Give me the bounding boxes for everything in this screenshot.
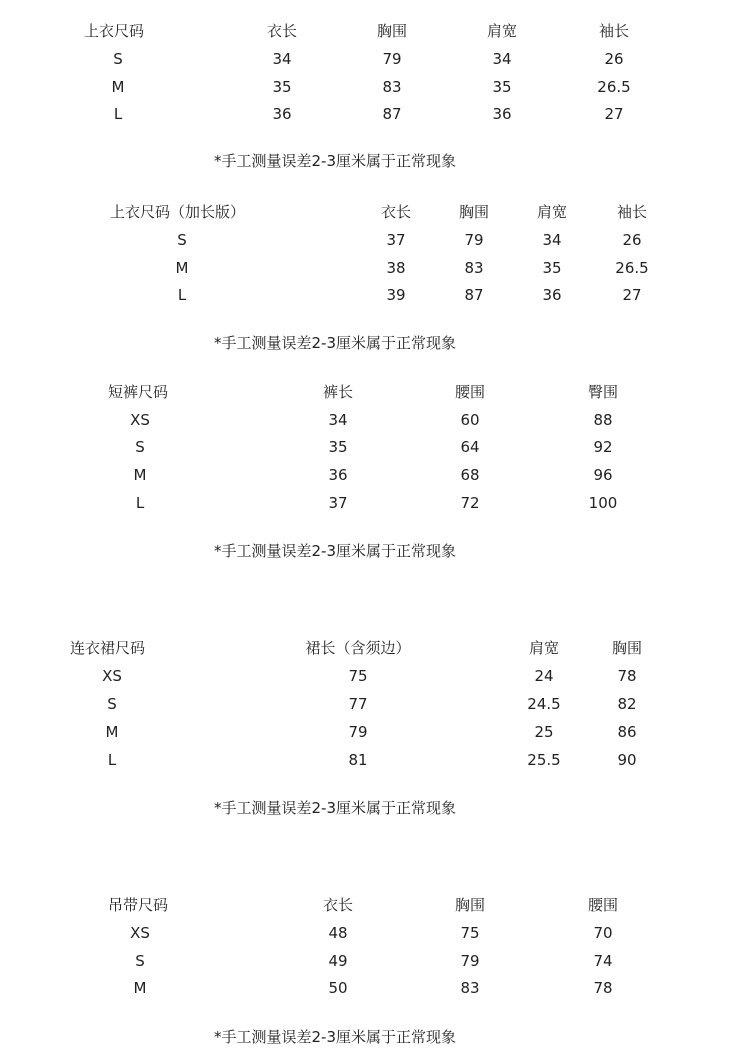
table-cell: 79 xyxy=(460,952,480,970)
table-cell: 96 xyxy=(593,466,613,484)
table-cell: 34 xyxy=(542,231,562,249)
table-cell: 24 xyxy=(534,667,554,685)
table-cell: 26.5 xyxy=(615,259,649,277)
size-label: M xyxy=(105,723,119,741)
measurement-note: *手工测量误差2-3厘米属于正常现象 xyxy=(214,1028,457,1046)
measurement-note: *手工测量误差2-3厘米属于正常现象 xyxy=(214,542,457,560)
column-header: 胸围 xyxy=(458,203,490,221)
size-label: S xyxy=(113,50,123,68)
size-label: XS xyxy=(130,411,150,429)
size-label: M xyxy=(133,979,147,997)
table-cell: 83 xyxy=(460,979,480,997)
table-cell: 82 xyxy=(617,695,637,713)
size-label: S xyxy=(135,952,145,970)
table-cell: 26.5 xyxy=(597,78,631,96)
size-label: S xyxy=(177,231,187,249)
column-header: 裙长（含须边） xyxy=(305,639,411,657)
size-label: XS xyxy=(102,667,122,685)
table-cell: 35 xyxy=(272,78,292,96)
table-cell: 27 xyxy=(622,286,642,304)
column-header: 衣长 xyxy=(266,22,298,40)
table-cell: 38 xyxy=(386,259,406,277)
table-cell: 37 xyxy=(328,494,348,512)
size-label: L xyxy=(135,494,145,512)
column-header: 袖长 xyxy=(616,203,648,221)
table-cell: 60 xyxy=(460,411,480,429)
size-label: M xyxy=(133,466,147,484)
table-cell: 92 xyxy=(593,438,613,456)
table-cell: 37 xyxy=(386,231,406,249)
table-cell: 78 xyxy=(617,667,637,685)
column-header: 臀围 xyxy=(587,383,619,401)
size-label: S xyxy=(135,438,145,456)
table-cell: 88 xyxy=(593,411,613,429)
table-cell: 86 xyxy=(617,723,637,741)
column-header: 腰围 xyxy=(454,383,486,401)
table-cell: 81 xyxy=(348,751,368,769)
table-title: 上衣尺码（加长版） xyxy=(110,203,246,221)
table-cell: 77 xyxy=(348,695,368,713)
table-title: 吊带尺码 xyxy=(108,896,169,914)
column-header: 肩宽 xyxy=(528,639,560,657)
measurement-note: *手工测量误差2-3厘米属于正常现象 xyxy=(214,334,457,352)
table-cell: 78 xyxy=(593,979,613,997)
table-cell: 83 xyxy=(382,78,402,96)
measurement-note: *手工测量误差2-3厘米属于正常现象 xyxy=(214,799,457,817)
table-cell: 100 xyxy=(588,494,618,512)
table-cell: 34 xyxy=(492,50,512,68)
column-header: 衣长 xyxy=(322,896,354,914)
table-cell: 79 xyxy=(348,723,368,741)
size-label: XS xyxy=(130,924,150,942)
column-header: 衣长 xyxy=(380,203,412,221)
table-cell: 36 xyxy=(492,105,512,123)
table-cell: 36 xyxy=(542,286,562,304)
column-header: 裤长 xyxy=(322,383,354,401)
table-cell: 87 xyxy=(464,286,484,304)
column-header: 胸围 xyxy=(454,896,486,914)
table-cell: 90 xyxy=(617,751,637,769)
table-cell: 48 xyxy=(328,924,348,942)
table-cell: 50 xyxy=(328,979,348,997)
column-header: 肩宽 xyxy=(486,22,518,40)
table-cell: 68 xyxy=(460,466,480,484)
table-cell: 79 xyxy=(382,50,402,68)
size-label: L xyxy=(107,751,117,769)
table-cell: 35 xyxy=(328,438,348,456)
table-cell: 83 xyxy=(464,259,484,277)
table-cell: 26 xyxy=(604,50,624,68)
column-header: 腰围 xyxy=(587,896,619,914)
size-label: M xyxy=(111,78,125,96)
table-title: 连衣裙尺码 xyxy=(70,639,146,657)
table-cell: 25 xyxy=(534,723,554,741)
table-cell: 74 xyxy=(593,952,613,970)
size-label: S xyxy=(107,695,117,713)
column-header: 胸围 xyxy=(611,639,643,657)
size-label: L xyxy=(177,286,187,304)
table-cell: 72 xyxy=(460,494,480,512)
table-cell: 39 xyxy=(386,286,406,304)
column-header: 胸围 xyxy=(376,22,408,40)
table-cell: 75 xyxy=(460,924,480,942)
table-cell: 70 xyxy=(593,924,613,942)
column-header: 肩宽 xyxy=(536,203,568,221)
size-label: L xyxy=(113,105,123,123)
table-cell: 64 xyxy=(460,438,480,456)
table-cell: 24.5 xyxy=(527,695,561,713)
table-cell: 35 xyxy=(492,78,512,96)
table-cell: 35 xyxy=(542,259,562,277)
size-label: M xyxy=(175,259,189,277)
table-cell: 25.5 xyxy=(527,751,561,769)
table-cell: 26 xyxy=(622,231,642,249)
table-title: 短裤尺码 xyxy=(108,383,169,401)
table-cell: 34 xyxy=(328,411,348,429)
table-cell: 27 xyxy=(604,105,624,123)
table-cell: 79 xyxy=(464,231,484,249)
measurement-note: *手工测量误差2-3厘米属于正常现象 xyxy=(214,152,457,170)
table-cell: 49 xyxy=(328,952,348,970)
table-cell: 75 xyxy=(348,667,368,685)
table-cell: 34 xyxy=(272,50,292,68)
table-cell: 36 xyxy=(328,466,348,484)
table-title: 上衣尺码 xyxy=(84,22,145,40)
table-cell: 36 xyxy=(272,105,292,123)
table-cell: 87 xyxy=(382,105,402,123)
column-header: 袖长 xyxy=(598,22,630,40)
